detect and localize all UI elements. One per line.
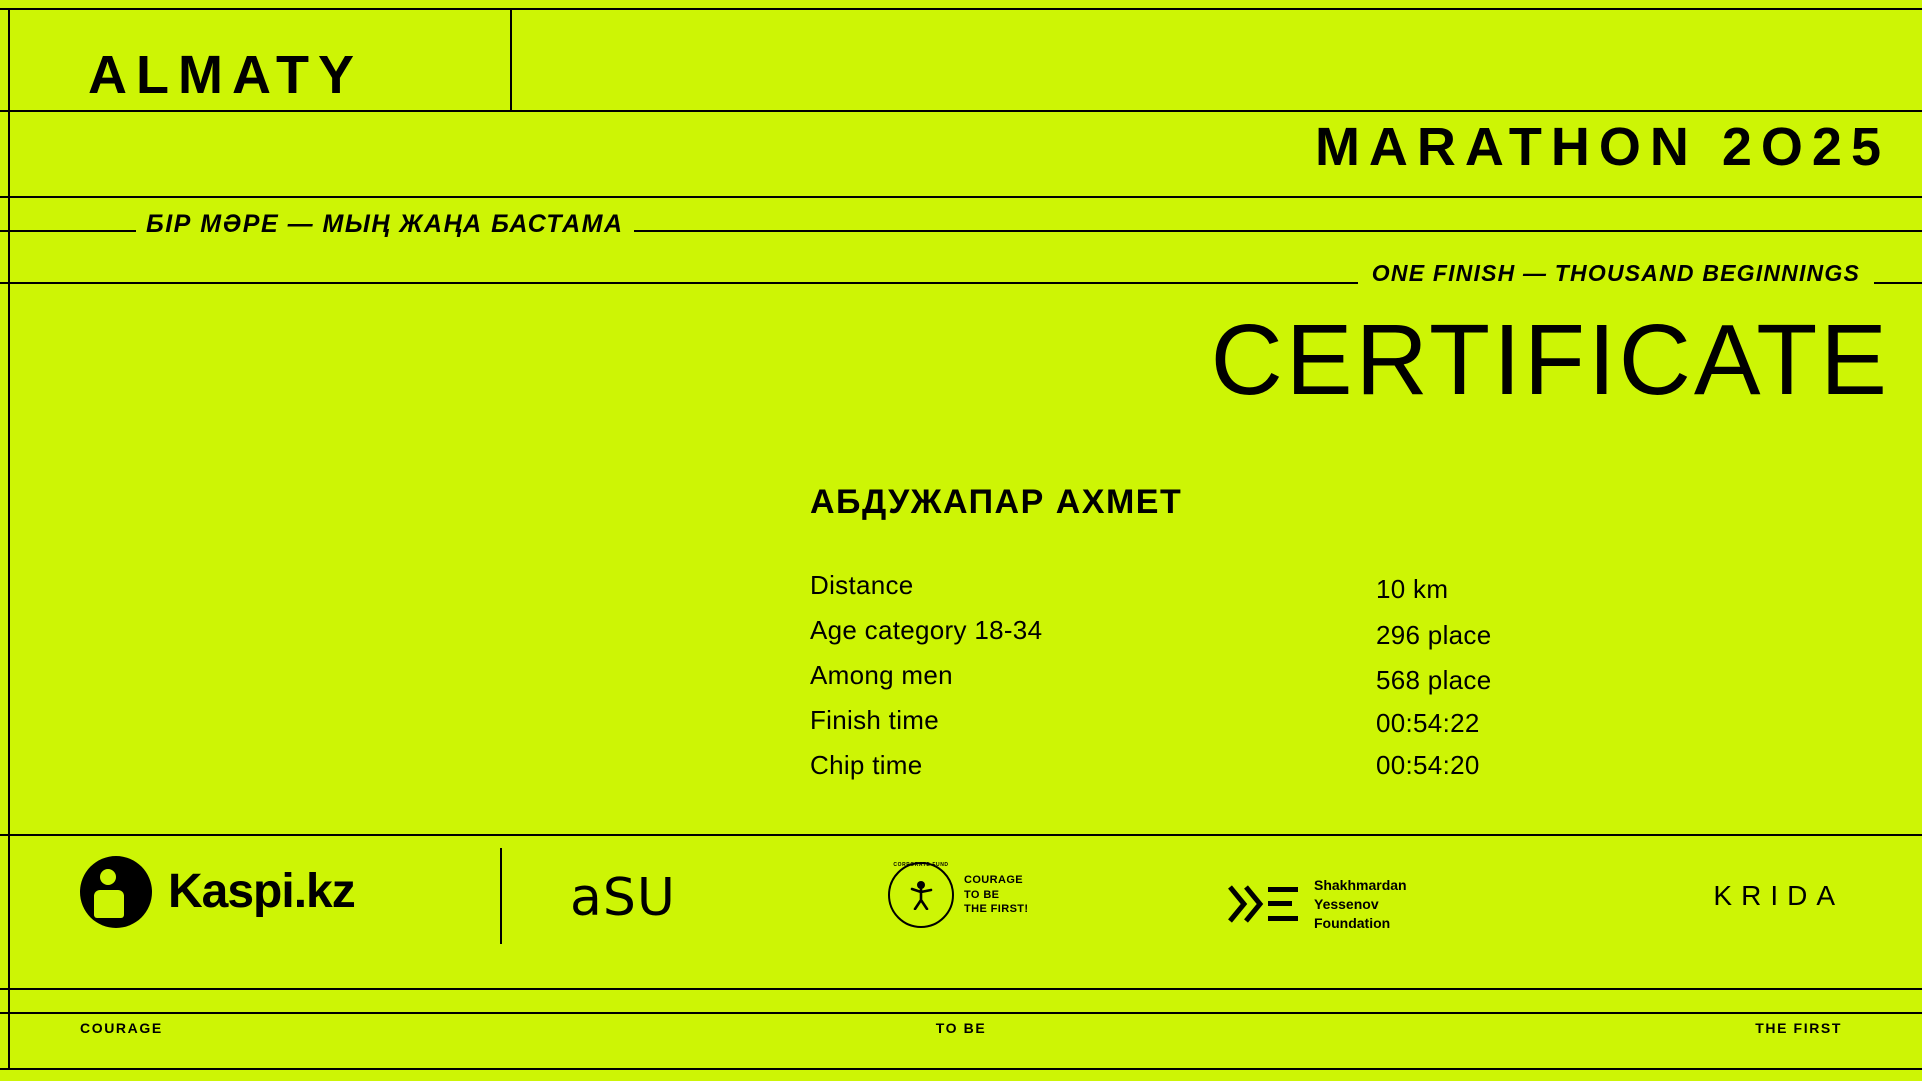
courage-fund-ring-label: CORPORATE FUND bbox=[893, 862, 949, 868]
result-label: Finish time bbox=[810, 705, 939, 735]
sponsor-courage-fund bbox=[888, 862, 1029, 928]
divider-sponsors-bottom bbox=[0, 988, 1922, 990]
divider-footer-top bbox=[0, 1012, 1922, 1014]
results-table bbox=[810, 570, 1670, 795]
result-value: 10 km bbox=[1376, 574, 1449, 604]
person-icon bbox=[908, 880, 934, 910]
sponsor-krida: KRIDA bbox=[1713, 880, 1844, 911]
yessenov-line-1: Shakhmardan bbox=[1314, 877, 1407, 893]
result-value: 296 place bbox=[1376, 620, 1492, 650]
page-title: CERTIFICATE bbox=[1210, 304, 1890, 416]
result-label: Distance bbox=[810, 570, 914, 600]
sponsor-shakhmardan-yessenov-foundation bbox=[1228, 876, 1407, 933]
courage-fund-line-3: THE FIRST! bbox=[964, 903, 1029, 916]
event-title: MARATHON 2O25 bbox=[1314, 117, 1890, 177]
table-row bbox=[810, 570, 1670, 604]
result-value: 568 place bbox=[1376, 665, 1492, 695]
divider-vert-header bbox=[510, 8, 512, 110]
yessenov-logo-icon bbox=[1228, 883, 1302, 925]
divider-top-1 bbox=[0, 8, 1922, 10]
divider-sponsors-top bbox=[0, 834, 1922, 836]
result-value: 00:54:20 bbox=[1376, 750, 1480, 780]
courage-fund-logo-icon bbox=[888, 862, 954, 928]
result-label: Age category 18-34 bbox=[810, 615, 1043, 645]
border-left bbox=[8, 8, 10, 1068]
divider-top-3 bbox=[0, 196, 1922, 198]
slogan-english: ONE FINISH — THOUSAND BEGINNINGS bbox=[1358, 262, 1874, 285]
footer-left: COURAGE bbox=[80, 1020, 163, 1036]
courage-fund-line-2: TO BE bbox=[964, 888, 1000, 901]
courage-fund-label bbox=[964, 873, 1029, 918]
footer-right: THE FIRST bbox=[1755, 1020, 1842, 1036]
slogan-kazakh: БІР МӘРЕ — МЫҢ ЖАҢА БАСТАМА bbox=[136, 212, 634, 237]
table-row bbox=[810, 615, 1670, 650]
sponsor-kaspi bbox=[80, 856, 355, 928]
table-row bbox=[810, 660, 1670, 695]
yessenov-label bbox=[1314, 876, 1407, 933]
footer-middle: TO BE bbox=[935, 1020, 987, 1036]
recipient-name: АБДУЖАПАР АХМЕТ bbox=[810, 483, 1183, 521]
divider-footer-bottom bbox=[0, 1068, 1922, 1070]
result-label: Chip time bbox=[810, 750, 923, 780]
kaspi-wordmark: Kaspi.kz bbox=[168, 865, 355, 918]
kaspi-logo-icon bbox=[80, 856, 152, 928]
courage-fund-line-1: COURAGE bbox=[964, 873, 1024, 886]
sponsor-divider bbox=[500, 848, 502, 944]
footer bbox=[0, 1020, 1922, 1060]
table-row bbox=[810, 705, 1670, 736]
yessenov-line-2: Yessenov bbox=[1314, 895, 1379, 912]
city-title: ALMATY bbox=[88, 45, 363, 105]
sponsor-asu: aSU bbox=[570, 868, 676, 928]
table-row bbox=[810, 750, 1670, 781]
result-label: Among men bbox=[810, 660, 953, 690]
divider-top-2 bbox=[0, 110, 1922, 112]
yessenov-line-3: Foundation bbox=[1314, 914, 1391, 931]
result-value: 00:54:22 bbox=[1376, 708, 1480, 738]
